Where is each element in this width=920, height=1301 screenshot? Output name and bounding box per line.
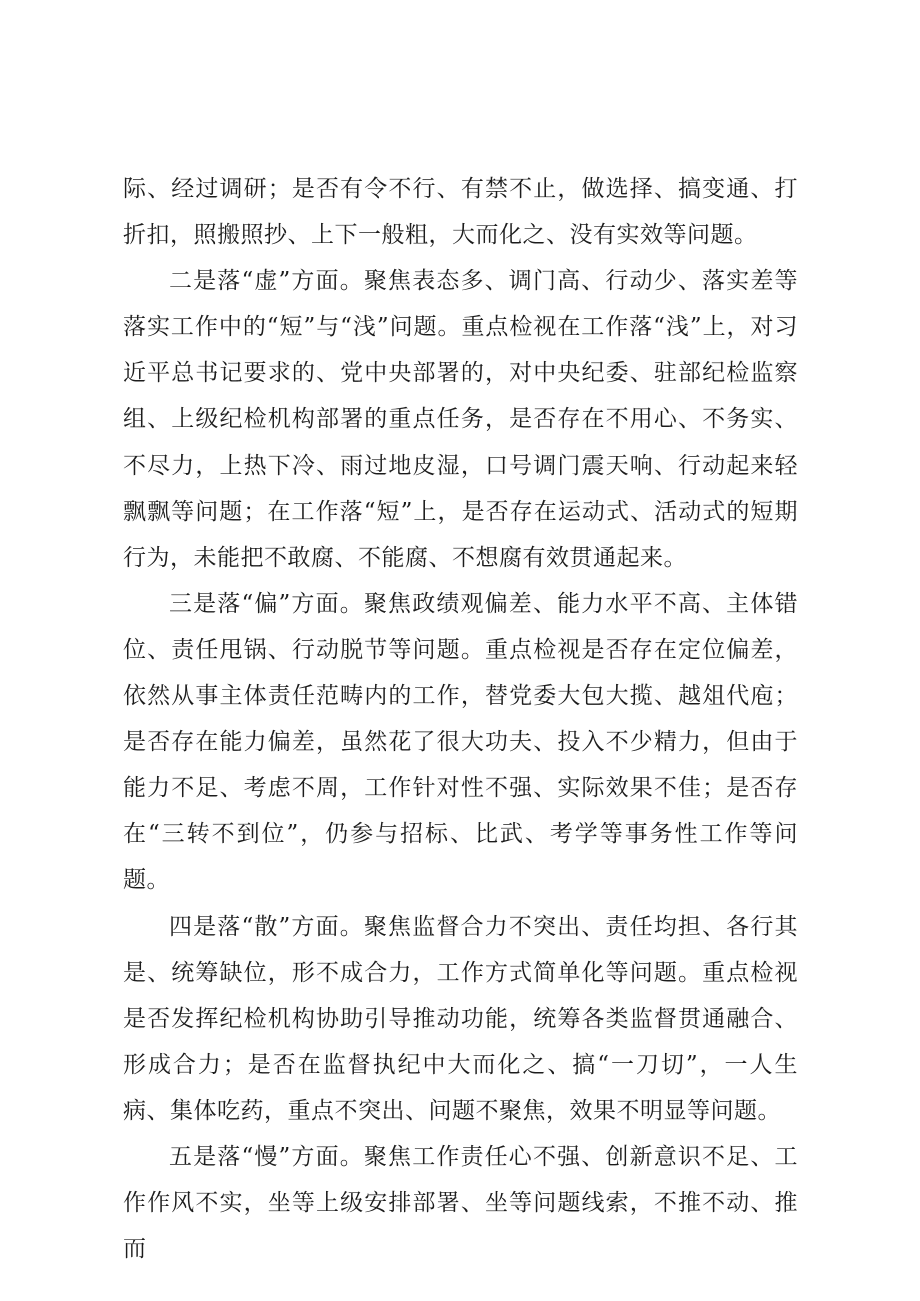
paragraph-pian: 三是落“偏”方面。聚焦政绩观偏差、能力水平不高、主体错位、责任甩锅、行动脱节等问题。重点检视是否存在定位偏差，依然从事主体责任范畴内的工作，替党委大包大揽、越俎代庖；是否存在能力偏差，虽然花了很大功夫、投入不少精力，但由于能力不足、考虑不周，工作针对性不强、实际效果不佳；是否存在“三转不到位”，仍参与招标、比武、考学等事务性工作等问题。 xyxy=(123,590,798,894)
paragraph-san: 四是落“散”方面。聚焦监督合力不突出、责任均担、各行其是、统筹缺位，形不成合力，工作方式简单化等问题。重点检视是否发挥纪检机构协助引导推动功能，统筹各类监督贯通融合、形成合力；是否在监督执纪中大而化之、搞“一刀切”，一人生病、集体吃药，重点不突出、问题不聚焦，效果不明显等问题。 xyxy=(123,913,798,1124)
paragraph-xu: 二是落“虚”方面。聚焦表态多、调门高、行动少、落实差等落实工作中的“短”与“浅”问题。重点检视在工作落“浅”上，对习近平总书记要求的、党中央部署的，对中央纪委、驻部纪检监察组、上级纪检机构部署的重点任务，是否存在不用心、不务实、不尽力，上热下冷、雨过地皮湿，口号调门震天响、行动起来轻飘飘等问题；在工作落“短”上，是否存在运动式、活动式的短期行为，未能把不敢腐、不能腐、不想腐有效贯通起来。 xyxy=(123,268,798,571)
paragraph-continuation: 际、经过调研；是否有令不行、有禁不止，做选择、搞变通、打折扣，照搬照抄、上下一般粗，大而化之、没有实效等问题。 xyxy=(123,176,798,249)
document-body xyxy=(123,166,798,1272)
paragraph-man: 五是落“慢”方面。聚焦工作责任心不强、创新意识不足、工作作风不实，坐等上级安排部署、坐等问题线索，不推不动、推而 xyxy=(123,1143,798,1263)
